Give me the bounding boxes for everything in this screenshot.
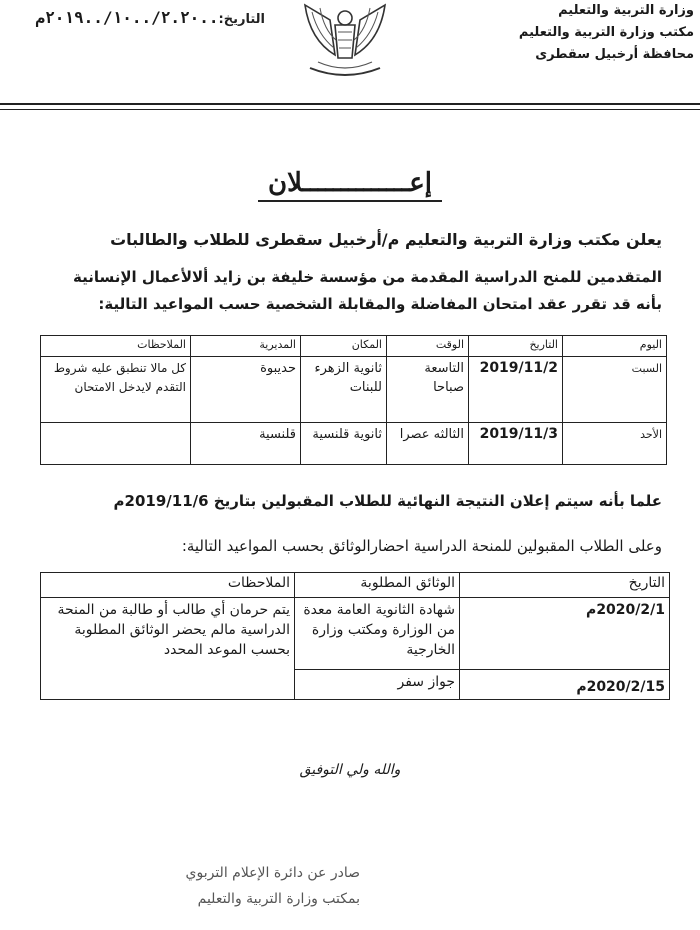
document-date (25, 8, 265, 27)
header-rule-thin (0, 109, 700, 110)
issuer-line: بمكتب وزارة التربية والتعليم (197, 891, 360, 907)
cell-day: السبت (563, 357, 667, 423)
table-row (41, 598, 670, 670)
table-header-row (41, 336, 667, 357)
announcement-title (0, 168, 700, 202)
cell-place: ثانوية قلنسية (301, 423, 387, 465)
documents-table (40, 572, 670, 700)
cell-day: الأحد (563, 423, 667, 465)
date-label: التاريخ: (218, 12, 265, 27)
ministry-line: وزارة التربية والتعليم (558, 3, 694, 18)
cell-district: حديبوة (191, 357, 301, 423)
documents-line: وعلى الطلاب المقبولين للمنحة الدراسية احضارالوثائق بحسب المواعيد التالية: (181, 537, 662, 555)
cell-documents: شهادة الثانوية العامة معدة من الوزارة ومكتب وزارة الخارجية (295, 598, 460, 670)
header-notes: الملاحظات (41, 573, 295, 598)
header-documents: الوثائق المطلوبة (295, 573, 460, 598)
result-announcement-line: علما بأنه سيتم إعلان النتيجة النهائية للطلاب المقبولين بتاريخ 2019/11/6م (113, 492, 662, 510)
cell-date: 2019/11/3 (469, 423, 563, 465)
header-date: التاريخ (469, 336, 563, 357)
cell-place: ثانوية الزهرء للبنات (301, 357, 387, 423)
cell-time: الثالثه عصرا (387, 423, 469, 465)
ministry-line: مكتب وزارة التربية والتعليم (518, 25, 694, 40)
closing-phrase: والله ولي التوفيق (299, 762, 401, 778)
cell-documents: جواز سفر (295, 670, 460, 700)
cell-notes-empty (41, 423, 191, 465)
header-date: التاريخ (460, 573, 670, 598)
cell-district: قلنسية (191, 423, 301, 465)
intro-line: يعلن مكتب وزارة التربية والتعليم م/أرخبيل سقطرى للطلاب والطالبات (110, 230, 662, 249)
header-rule-thick (0, 103, 700, 105)
table-header-row (41, 573, 670, 598)
exam-line: بأنه قد تقرر عقد امتحان المفاضلة والمقابلة الشخصية حسب المواعيد التالية: (98, 295, 662, 313)
scholarship-line: المتقدمين للمنح الدراسية المقدمة من مؤسسة خليفة بن زايد ألالأعمال الإنسانية (72, 268, 662, 286)
cell-date: 2020/2/1م (460, 598, 670, 670)
cell-notes: كل مالا تنطبق عليه شروط التقدم لايدخل الامتحان (41, 357, 191, 423)
cell-date: 2020/2/15م (460, 670, 670, 700)
table-row (41, 423, 667, 465)
header-notes: الملاحظات (41, 336, 191, 357)
issuer-line: صادر عن دائرة الإعلام التربوي (185, 865, 360, 881)
header-day: اليوم (563, 336, 667, 357)
ministry-line: محافظة أرخبيل سقطرى (535, 47, 694, 62)
header-district: المديرية (191, 336, 301, 357)
cell-date: 2019/11/2 (469, 357, 563, 423)
table-row (41, 357, 667, 423)
announcement-title-text: إعــــــــــــــلان (258, 168, 442, 202)
eagle-emblem-icon (290, 0, 400, 85)
header-time: الوقت (387, 336, 469, 357)
exam-schedule-table (40, 335, 667, 465)
ministry-header (474, 0, 694, 66)
issuer-block (100, 860, 360, 912)
cell-time: التاسعة صباحا (387, 357, 469, 423)
cell-notes: يتم حرمان أي طالب أو طالبة من المنحة الدراسية مالم يحضر الوثائق المطلوبة بحسب الموعد المحدد (41, 598, 295, 700)
date-value: ..٢.٢٠/..١٠/..٢٠١٩م (35, 8, 219, 27)
header-place: المكان (301, 336, 387, 357)
